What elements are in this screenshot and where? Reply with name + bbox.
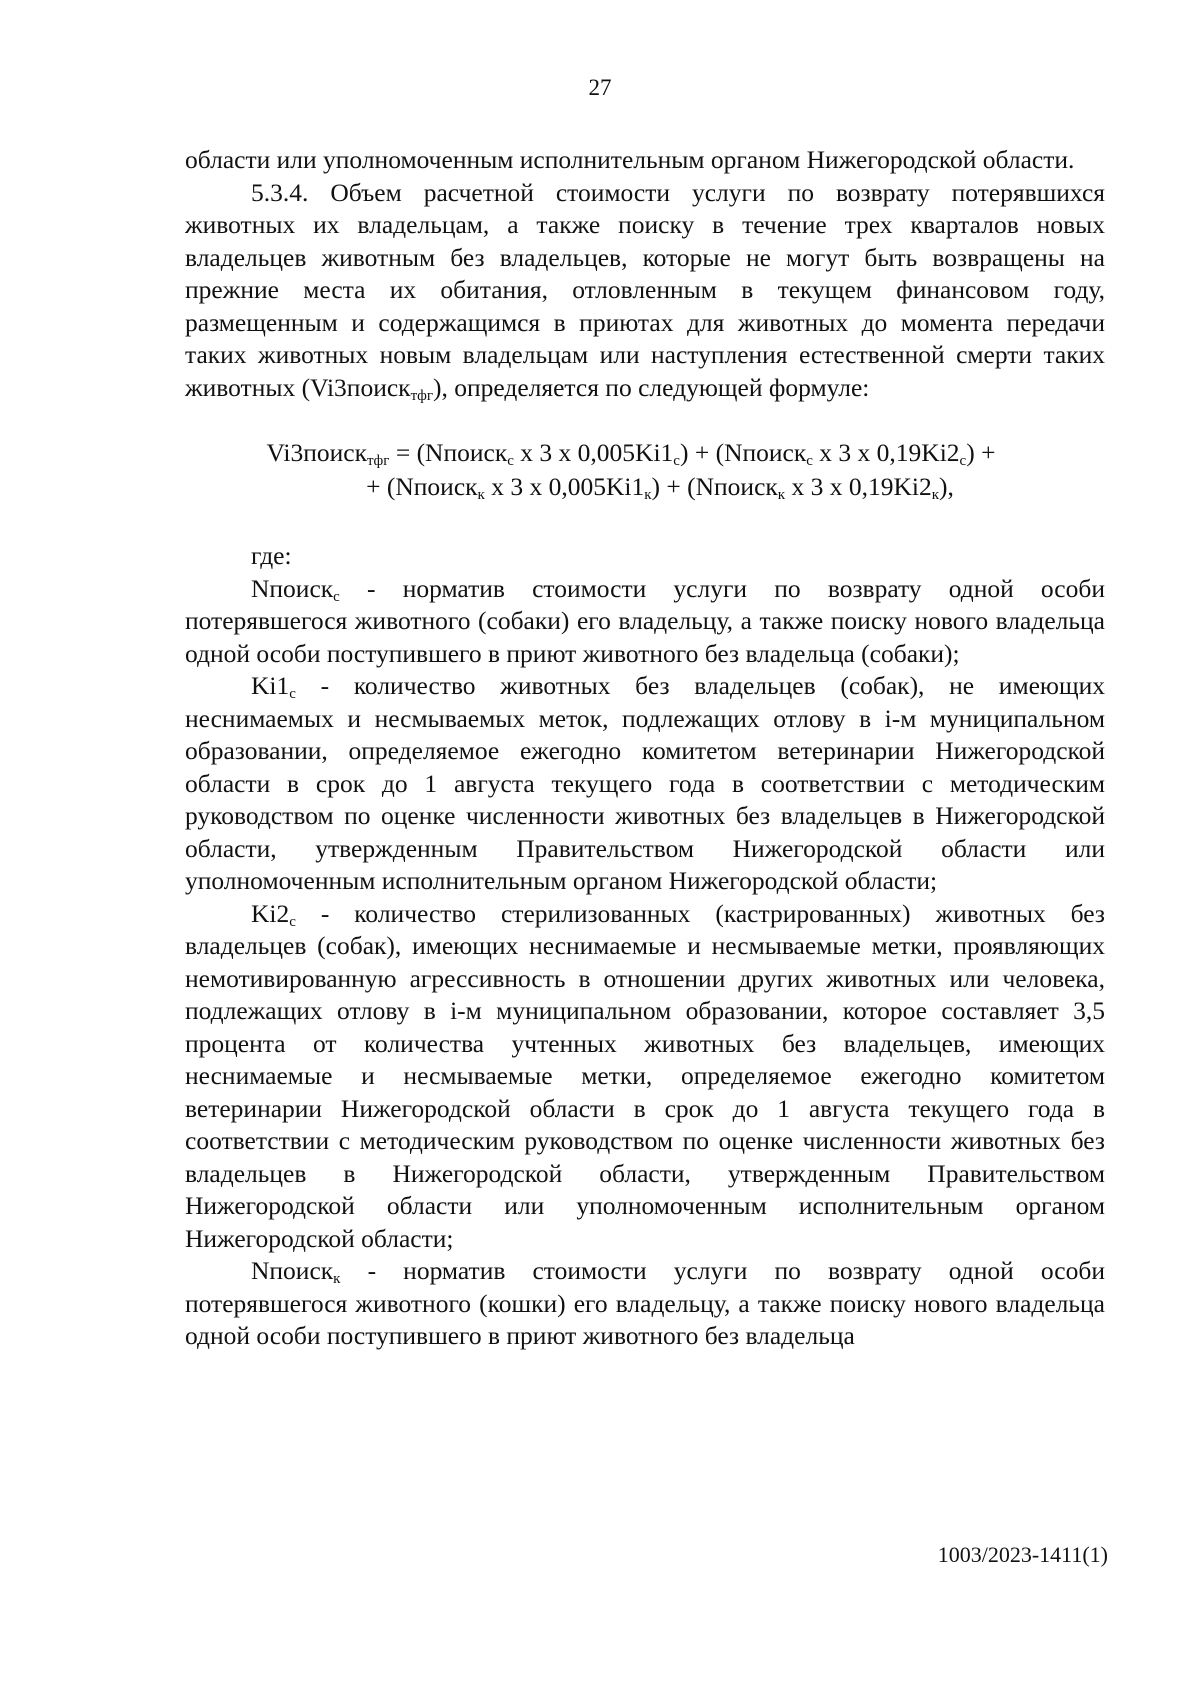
formula — [185, 436, 1105, 504]
paragraph-text: 5.3.4. Объем расчетной стоимости услуги по возврату потерявшихся животных их владельцам, а также поиску в течение трех кварталов новых владельцев животным без владельцев, которые не могут быть возвращены на прежние места их обитания, отловленным в текущем финансовом году, размещенным и содержащимся в приютах для животных до момента передачи таких животных новым владельцам или наступления естественной смерти таких животных ( — [185, 177, 1105, 402]
symbol: Vi3поиск — [310, 372, 411, 402]
paragraph-5-3-4 — [185, 177, 1105, 405]
definition-npoisk-k: Nпоиск$_к$ - норматив стоимости услуги по возврату одной особи потерявшегося животного (кошки) его владельцу, а также поиску нового владельца одной особи поступившего в приют животного без владельца — [185, 1256, 1105, 1350]
paragraph-continuation: области или уполномоченным исполнительным органом Нижегородской области. — [185, 145, 1075, 174]
where-label: где: — [251, 541, 292, 570]
definition-ki2-c: $Ki2_с$ - количество стерилизованных (кастрированных) животных без владельцев (собак), имеющих неснимаемые и несмываемые метки, проявляющих немотивированную агрессивность в отношении других животных или человека, подлежащих отлову в i-м муниципальном образовании, которое составляет 3,5 процента от количества учтенных животных без владельцев, имеющих неснимаемые и несмываемые метки, определяемое ежегодно комитетом ветеринарии Нижегородской области в срок до 1 августа текущего года в соответствии с методическим руководством по оценке численности животных без владельцев в Нижегородской области, утвержденным Правительством Нижегородской области или уполномоченным исполнительным органом Нижегородской области; — [185, 898, 1105, 1253]
formula-line-2: + (Nпоиск$_к$ х 3 х $0,005Ki1_к$) + (Nпоиск$_к$ х 3 х $0,19Ki2_к$), — [366, 472, 954, 503]
definition-ki1-c: $Ki1_с$ - количество животных без владельцев (собак), не имеющих неснимаемых и несмываемых меток, подлежащих отлову в i-м муниципальном образовании, определяемое ежегодно комитетом ветеринарии Нижегородской области в срок до 1 августа текущего года в соответствии с методическим руководством по оценке численности животных без владельцев в Нижегородской области, утвержденным Правительством Нижегородской области или уполномоченным исполнительным органом Нижегородской области; — [185, 671, 1105, 895]
subscript: тфг — [410, 387, 433, 404]
page-number: 27 — [588, 75, 612, 100]
formula-line-1: Vi3поиск$_{тфг}$ = (Nпоиск$_с$ х 3 х $0,005Ki1_с$) + (Nпоиск$_с$ х 3 х $0,19Ki2_с$) + — [266, 438, 996, 469]
definition-npoisk-c: Nпоиск$_с$ - норматив стоимости услуги по возврату одной особи потерявшегося животного (собаки) его владельцу, а также поиску нового владельца одной особи поступившего в приют животного без владельца (собаки); — [185, 573, 1105, 668]
document-code: 1003/2023-1411(1) — [937, 1542, 1108, 1567]
document-body — [185, 144, 1105, 1353]
paragraph-text-tail: ), определяется по следующей формуле: — [433, 372, 870, 402]
